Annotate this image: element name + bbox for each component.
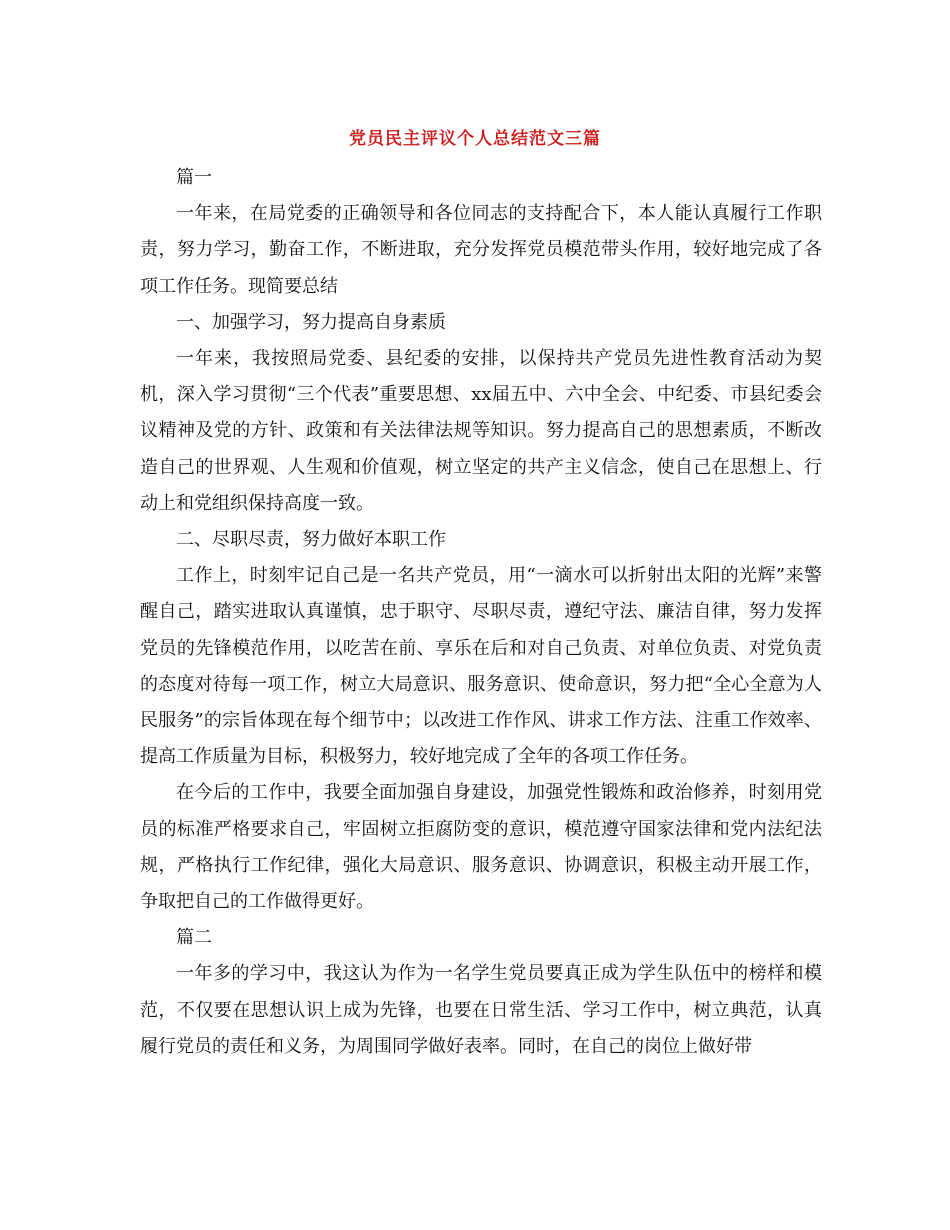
document-title: 党员民主评议个人总结范文三篇: [349, 129, 601, 149]
section-heading: 二、尽职尽责，努力做好本职工作: [176, 529, 446, 551]
section-heading: 篇二: [176, 927, 212, 949]
document-body: [140, 160, 822, 1065]
paragraph: 一年来，在局党委的正确领导和各位同志的支持配合下，本人能认真履行工作职责，努力学习，勤奋工作，不断进取，充分发挥党员模范带头作用，较好地完成了各项工作任务。现简要总结: [140, 203, 822, 297]
paragraph: 工作上，时刻牢记自己是一名共产党员，用“一滴水可以折射出太阳的光辉”来警醒自己，踏实进取认真谨慎，忠于职守、尽职尽责，遵纪守法、廉洁自律，努力发挥党员的先锋模范作用，以吃苦在前、享乐在后和对自己负责、对单位负责、对党负责的态度对待每一项工作，树立大局意识、服务意识、使命意识，努力把“全心全意为人民服务”的宗旨体现在每个细节中；以改进工作作风、讲求工作方法、注重工作效率、提高工作质量为目标，积极努力，较好地完成了全年的各项工作任务。: [140, 565, 822, 768]
section-heading: 篇一: [176, 167, 212, 188]
paragraph: 一年来，我按照局党委、县纪委的安排，以保持共产党员先进性教育活动为契机，深入学习贯彻“三个代表”重要思想、xx届五中、六中全会、中纪委、市县纪委会议精神及党的方针、政策和有关法律法规等知识。努力提高自己的思想素质，不断改造自己的世界观、人生观和价值观，树立坚定的共产主义信念，使自己在思想上、行动上和党组织保持高度一致。: [140, 348, 822, 514]
section-heading: 一、加强学习，努力提高自身素质: [176, 311, 446, 333]
paragraph: 在今后的工作中，我要全面加强自身建设，加强党性锻炼和政治修养，时刻用党员的标准严格要求自己，牢固树立拒腐防变的意识，模范遵守国家法律和党内法纪法规，严格执行工作纪律，强化大局意识、服务意识、协调意识，积极主动开展工作，争取把自己的工作做得更好。: [140, 782, 822, 913]
paragraph: 一年多的学习中，我这认为作为一名学生党员要真正成为学生队伍中的榜样和模范，不仅要在思想认识上成为先锋，也要在日常生活、学习工作中，树立典范，认真履行党员的责任和义务，为周围同学做好表率。同时，在自己的岗位上做好带: [140, 963, 822, 1057]
